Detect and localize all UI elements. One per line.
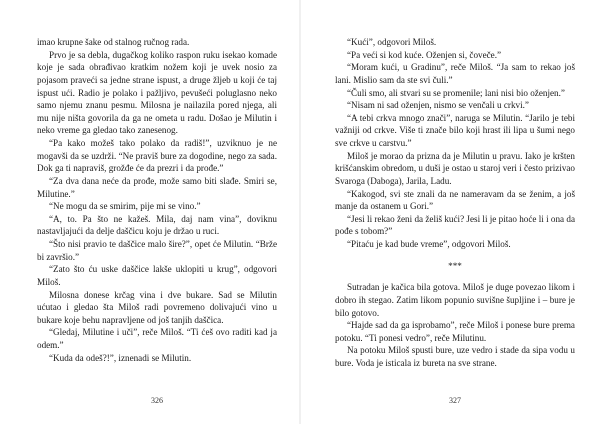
left-page [37,36,277,364]
paragraph: “A tebi crkva mnogo znači”, naruga se Milutin. “Jarilo je tebi važniji od crkve. Više ti znače bilo koji hrast ili lipa u šumi nego sve crkve u carstvu.” [335,112,575,148]
paragraph: “Što nisi pravio te daščice malo šire?”, opet će Milutin. “Brže bi završio.” [37,239,277,262]
paragraph: Miloš je morao da prizna da je Milutin u pravu. Iako je kršten krišćanskim obredom, u duši je ostao u staroj veri i često prizivao Svaroga (Daboga), Jarila, Ladu. [335,150,575,186]
paragraph: “Zato što ću uske daščice lakše uklopiti u krug”, odgovori Miloš. [37,264,277,287]
page-number-left: 326 [151,396,163,405]
paragraph: “Ne mogu da se smirim, pije mi se vino.” [49,201,201,212]
paragraph: imao krupne šake od stalnog ručnog rada. [37,37,190,47]
book-gutter [299,0,301,424]
page-number-right: 327 [449,396,461,405]
paragraph: Prvo je sa debla, dugačkog koliko raspon ruku isekao komade koje je sada obrađivao kratkim nožem koji je uvek nosio za pojasom praveći sa jedne strane ispust, a druge žljeb u koji će taj ispust ući. Radio je polako i pažljivo, pevušeći poluglasno neko samo njemu znanu pesmu. Milosna je nailazila pored njega, ali mu nije ništa govorila da ga ne ometa u radu. Došao je Milutin i neko vreme ga gledao tako zanesenog. [37,49,277,136]
paragraph: “Čuli smo, ali stvari su se promenile; lani nisi bio oženjen.” [347,87,565,98]
paragraph: “Kuda da odeš?!”, iznenadi se Milutin. [49,352,192,363]
paragraph: “Kući”, odgovori Miloš. [347,37,437,47]
paragraph: “Jesi li rekao ženi da želiš kući? Jesi li je pitao hoće li i ona da pođe s tobom?” [335,213,575,237]
paragraph: “Gledaj, Milutine i uči”, reče Miloš. “Ti ćeš ovo raditi kad ja odem.” [37,327,277,350]
paragraph: “Hajde sad da ga isprobamo”, reče Miloš i ponese bure prema potoku. “Ti ponesi vedro”, reče Milutinu. [335,320,575,343]
paragraph: “Pa kako možeš tako polako da radiš!”, uzviknuo je ne mogavši da se uzdrži. “Ne praviš bure za dogodine, nego za sada. Dok ga ti napraviš, grožđe će da prezri i da prođe.” [37,138,277,174]
paragraph: “Za dva dana neće da prođe, može samo biti slađe. Smiri se, Milutine.” [37,175,277,199]
paragraph: Sutradan je kačica bila gotova. Miloš je duge povezao likom i dobro ih stegao. Zatim likom popunio suvišne šupljine i – bure je bilo gotovo. [335,282,575,318]
paragraph: Milosna donese krčag vina i dve bukare. Sad se Milutin ućutao i gledao šta Miloš radi povremeno dolivajući vino u bukare koje behu napravljene od još tanjih daščica. [37,289,277,325]
paragraph: Na potoku Miloš spusti bure, uze vedro i stade da sipa vodu u bure. Voda je isticala iz bureta na sve strane. [335,345,575,368]
paragraph: “Pitaću je kad bude vreme”, odgovori Miloš. [347,239,511,249]
paragraph: “Moram kući, u Gradinu”, reče Miloš. “Ja sam to rekao još lani. Mislio sam da ste svi čuli.” [335,62,575,85]
section-break: *** [448,260,462,271]
paragraph: “Nisam ni sad oženjen, nismo se venčali u crkvi.” [347,100,529,111]
paragraph: “Pa veći si kod kuće. Oženjen si, čoveče.” [347,49,502,60]
paragraph: “A, to. Pa što ne kažeš. Mila, daj nam vina”, doviknu nastavljajući da delje daščicu koju je držao u ruci. [37,213,277,237]
paragraph: “Kakogod, svi ste znali da ne nameravam da se ženim, a još manje da ostanem u Gori.” [335,188,575,212]
right-page [335,36,575,370]
